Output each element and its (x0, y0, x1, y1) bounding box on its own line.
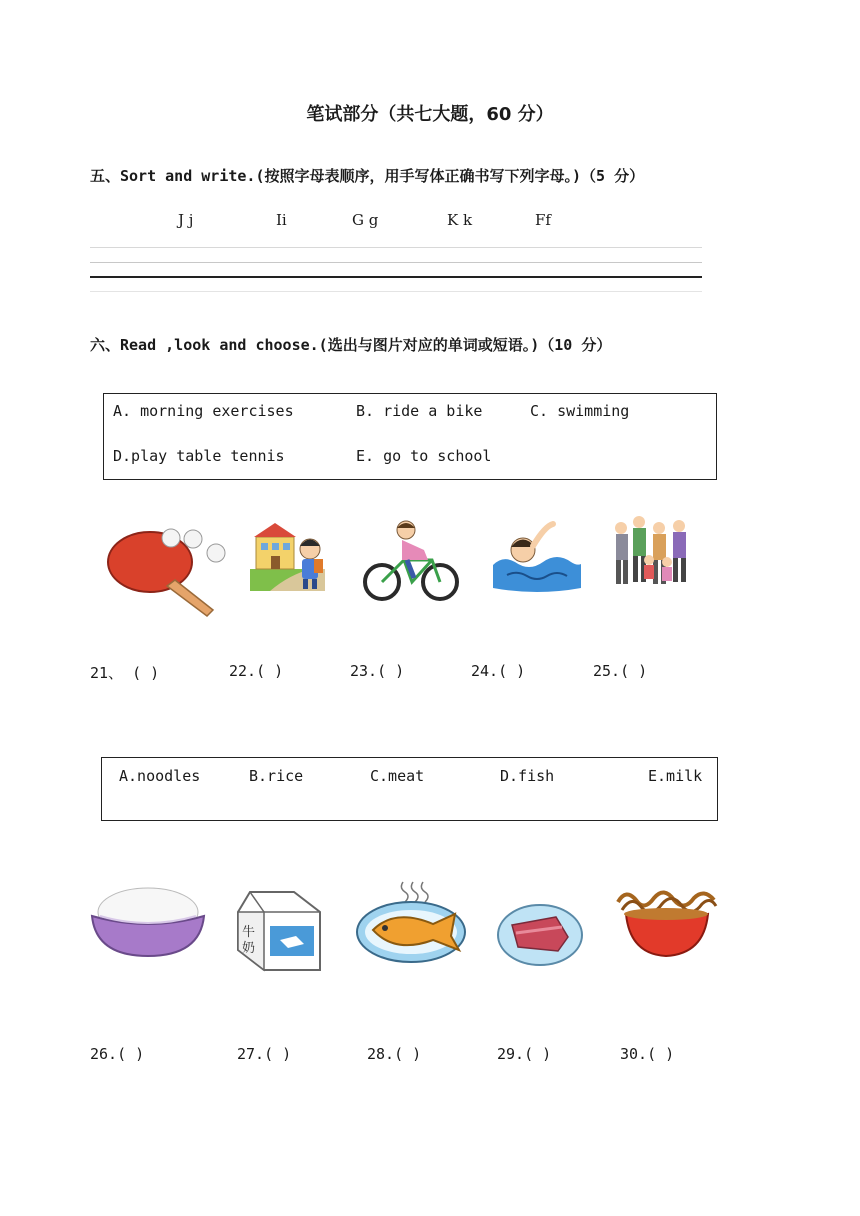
option-d-fish: D.fish (500, 767, 555, 785)
option-c-meat: C.meat (370, 767, 425, 785)
milk-label-bottom: 奶 (242, 941, 256, 956)
option-c: C. swimming (530, 402, 630, 420)
noodles-bowl-icon (614, 884, 718, 960)
option-b: B. ride a bike (356, 402, 483, 420)
option-a: A. morning exercises (113, 402, 294, 420)
letter-pair-2: Ii (276, 211, 287, 229)
answer-26[interactable]: 26.( ) (90, 1045, 145, 1063)
option-a-noodles: A.noodles (119, 767, 201, 785)
writing-line-2 (90, 262, 702, 263)
option-b-rice: B.rice (249, 767, 304, 785)
meat-plate-icon (496, 901, 584, 967)
answer-24[interactable]: 24.( ) (471, 662, 526, 680)
bike-rider-icon (362, 520, 460, 602)
answer-30[interactable]: 30.( ) (620, 1045, 675, 1063)
rice-bowl-icon (90, 886, 208, 958)
letter-pair-4: K k (447, 211, 473, 229)
swimmer-icon (493, 520, 581, 592)
morning-exercise-icon (609, 514, 695, 594)
answer-29[interactable]: 29.( ) (497, 1045, 552, 1063)
writing-line-4 (90, 291, 702, 292)
page-title: 笔试部分（共七大题，60 分） (306, 104, 554, 125)
option-d: D.play table tennis (113, 447, 285, 465)
school-boy-icon (250, 519, 328, 594)
answer-21[interactable]: 21、 ( ) (90, 664, 160, 682)
section-5-heading: 五、Sort and write.(按照字母表顺序，用手写体正确书写下列字母。)（5 分） (90, 167, 645, 185)
option-e-milk: E.milk (648, 767, 703, 785)
answer-28[interactable]: 28.( ) (367, 1045, 422, 1063)
milk-carton-icon (236, 890, 322, 972)
milk-label-top: 牛 (242, 925, 256, 940)
option-e: E. go to school (356, 447, 492, 465)
section-6-heading: 六、Read ,look and choose.(选出与图片对应的单词或短语。)（10 分） (90, 336, 612, 354)
letter-pair-5: Ff (535, 211, 551, 229)
fish-dish-icon (355, 880, 471, 966)
letter-pair-3: G g (352, 211, 379, 229)
ping-pong-paddle-icon (105, 522, 230, 617)
letter-pair-1: J j (178, 211, 194, 229)
answer-27[interactable]: 27.( ) (237, 1045, 292, 1063)
answer-23[interactable]: 23.( ) (350, 662, 405, 680)
answer-25[interactable]: 25.( ) (593, 662, 648, 680)
answer-22[interactable]: 22.( ) (229, 662, 284, 680)
writing-baseline (90, 276, 702, 278)
writing-line-1 (90, 247, 702, 248)
